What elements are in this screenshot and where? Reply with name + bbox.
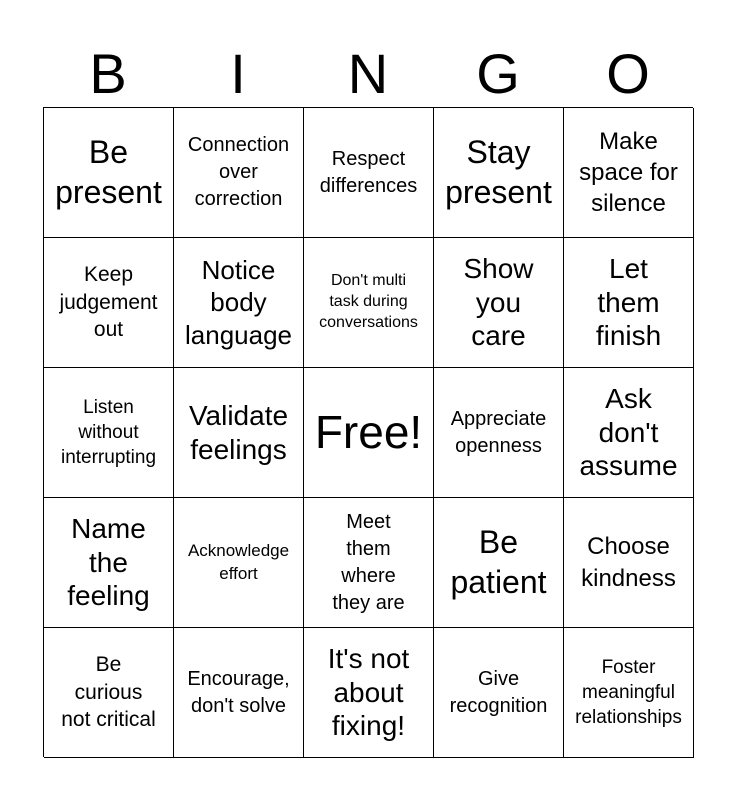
cell-text: Show you care (463, 253, 534, 352)
free-space-cell[interactable] (304, 368, 434, 498)
bingo-cell[interactable] (304, 498, 434, 628)
bingo-cell[interactable] (304, 238, 434, 368)
cell-text: Be present (55, 134, 162, 210)
bingo-cell[interactable] (304, 108, 434, 238)
cell-text: Connection over correction (187, 134, 290, 210)
cell-text: Appreciate openness (450, 407, 547, 457)
bingo-cell[interactable] (174, 238, 304, 368)
bingo-cell[interactable] (44, 498, 174, 628)
bingo-cell[interactable] (44, 108, 174, 238)
bingo-cell[interactable] (434, 498, 564, 628)
bingo-board (43, 107, 693, 757)
cell-text: Foster meaningful relationships (575, 656, 682, 729)
free-space-text: Free! (314, 406, 423, 459)
bingo-cell[interactable] (44, 628, 174, 758)
cell-text: Don't multi task during conversations (319, 272, 418, 331)
bingo-cell[interactable] (434, 238, 564, 368)
cell-text: Choose kindness (581, 533, 676, 592)
bingo-cell[interactable] (304, 628, 434, 758)
cell-text: Be curious not critical (61, 652, 156, 732)
header-letter-i: I (230, 42, 246, 105)
cell-text: Give recognition (449, 667, 548, 717)
bingo-cell[interactable] (174, 628, 304, 758)
cell-text: Meet them where they are (332, 510, 405, 614)
bingo-cell[interactable] (434, 108, 564, 238)
cell-text: Validate feelings (188, 399, 289, 465)
bingo-cell[interactable] (44, 238, 174, 368)
bingo-cell[interactable] (564, 238, 694, 368)
header-letter-g: G (476, 42, 520, 105)
cell-text: Let them finish (595, 253, 662, 352)
bingo-cell[interactable] (44, 368, 174, 498)
bingo-cell[interactable] (564, 498, 694, 628)
cell-text: Name the feeling (67, 513, 150, 612)
cell-text: Encourage, don't solve (187, 667, 290, 717)
cell-text: Listen without interrupting (60, 396, 157, 469)
header-letter-o: O (606, 42, 650, 105)
cell-text: Be patient (450, 524, 547, 600)
bingo-cell[interactable] (564, 368, 694, 498)
cell-text: Ask don't assume (579, 383, 678, 482)
cell-text: Keep judgement out (59, 262, 158, 342)
bingo-cell[interactable] (174, 108, 304, 238)
cell-text: Stay present (445, 134, 552, 210)
header-letter-n: N (347, 42, 389, 105)
bingo-cell[interactable] (434, 628, 564, 758)
bingo-cell[interactable] (564, 108, 694, 238)
cell-text: It's not about fixing! (327, 643, 410, 742)
bingo-cell[interactable] (174, 498, 304, 628)
header-letter-b: B (89, 42, 127, 105)
cell-text: Notice body language (185, 254, 292, 350)
bingo-cell[interactable] (174, 368, 304, 498)
cell-text: Respect differences (319, 147, 418, 197)
bingo-cell[interactable] (564, 628, 694, 758)
bingo-header (43, 40, 693, 108)
cell-text: Acknowledge effort (187, 541, 290, 583)
cell-text: Make space for silence (579, 127, 678, 218)
bingo-cell[interactable] (434, 368, 564, 498)
